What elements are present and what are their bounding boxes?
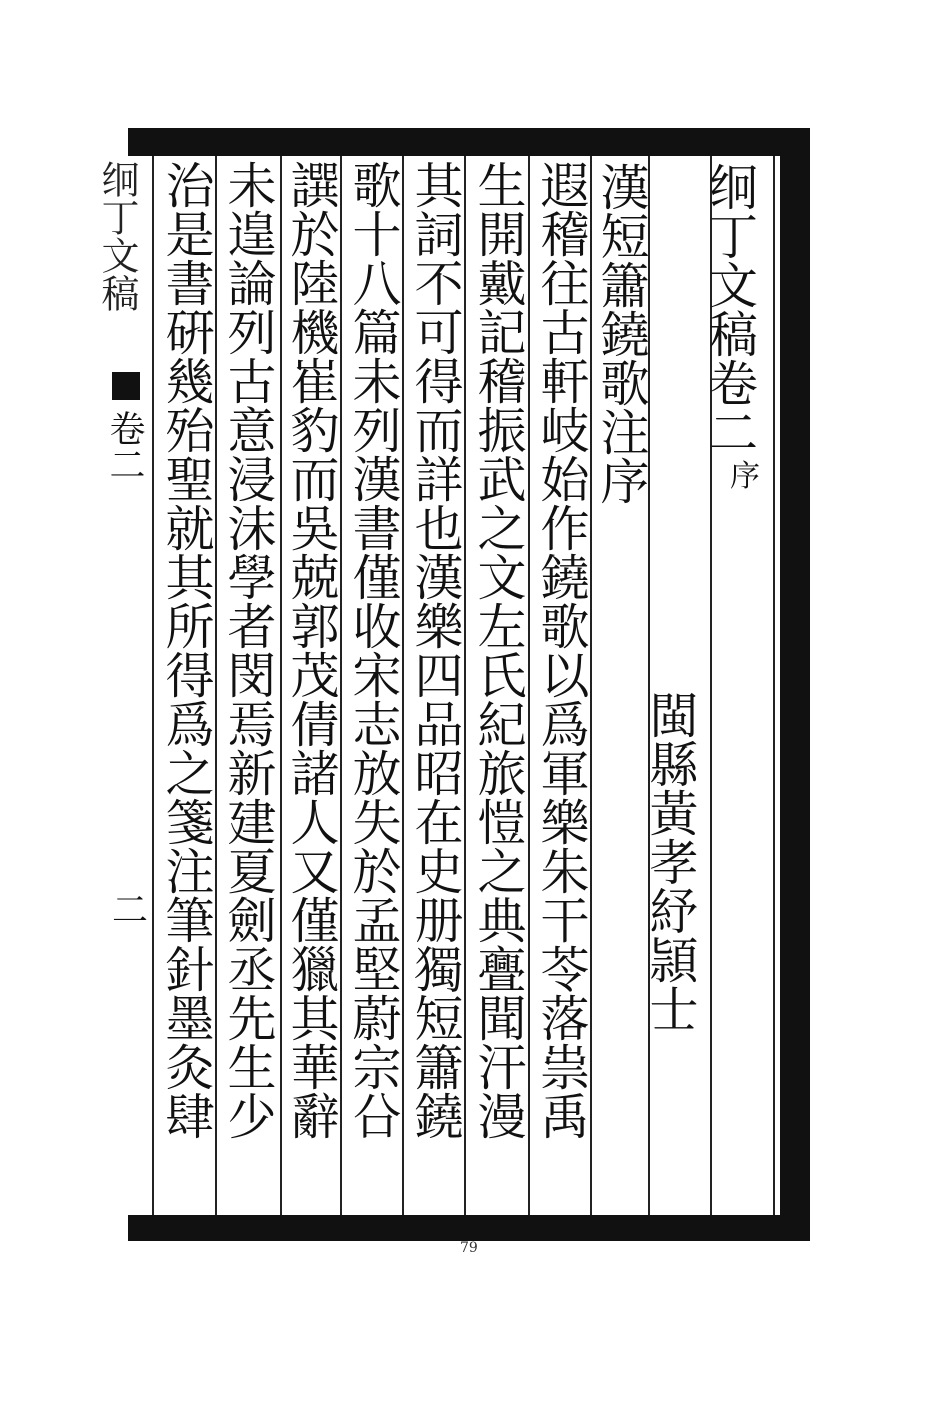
column-text: 其詞不可得而詳也漢樂四品昭在史册獨短簫鐃 (407, 160, 464, 1140)
section-tag: 序 (730, 459, 760, 494)
margin-juan (102, 410, 145, 482)
column-rule (464, 156, 466, 1215)
top-border (128, 128, 803, 156)
column-text: 遐稽往古軒岐始作鐃歌以爲軍樂朱干苓落祟禹 (533, 160, 590, 1140)
page-number: 79 (460, 1240, 478, 1256)
book-title-text: 䌹丁文稿卷二 (701, 162, 759, 456)
margin-title-text: 䌹丁文稿 (95, 160, 139, 312)
text-column-7 (217, 160, 277, 1140)
author-text: 閩縣黃孝紓頴士 (642, 690, 699, 1033)
text-column-2 (530, 160, 590, 1140)
text-column-3 (467, 160, 527, 1140)
text-column-5 (342, 160, 402, 1140)
column-text: 歌十八篇未列漢書僅收宋志放失於孟堅蔚宗㕣 (345, 160, 402, 1140)
column-text: 漢短簫鐃歌注序 (593, 162, 650, 505)
text-column-8 (155, 160, 215, 1140)
column-text: 譔於陸機崔豹而吳兢郭茂倩諸人又僅獵其華辭 (283, 160, 340, 1140)
book-title (690, 162, 770, 503)
right-border (780, 128, 810, 1241)
column-text: 生開戴記稽振武之文左氏紀旅愷之典亹聞汗漫 (470, 160, 527, 1140)
column-text: 治是書硏幾殆聖就其所得爲之箋注筆針墨灸肆 (158, 160, 215, 1140)
author-line (640, 690, 700, 1033)
margin-title (95, 160, 145, 312)
column-text: 未遑論列古意浸沫學者閔焉新建夏劍丞先生少 (220, 160, 277, 1140)
text-column-6 (280, 160, 340, 1140)
text-column-4 (404, 160, 464, 1140)
folio-number (110, 870, 150, 952)
bottom-border (128, 1215, 803, 1241)
column-rule (152, 156, 154, 1215)
fishtail-block (112, 372, 140, 400)
column-rule (773, 156, 775, 1215)
text-column-1 (590, 162, 650, 505)
margin-juan-text: 卷二 (104, 410, 145, 482)
folio-text: 二 (111, 890, 148, 931)
